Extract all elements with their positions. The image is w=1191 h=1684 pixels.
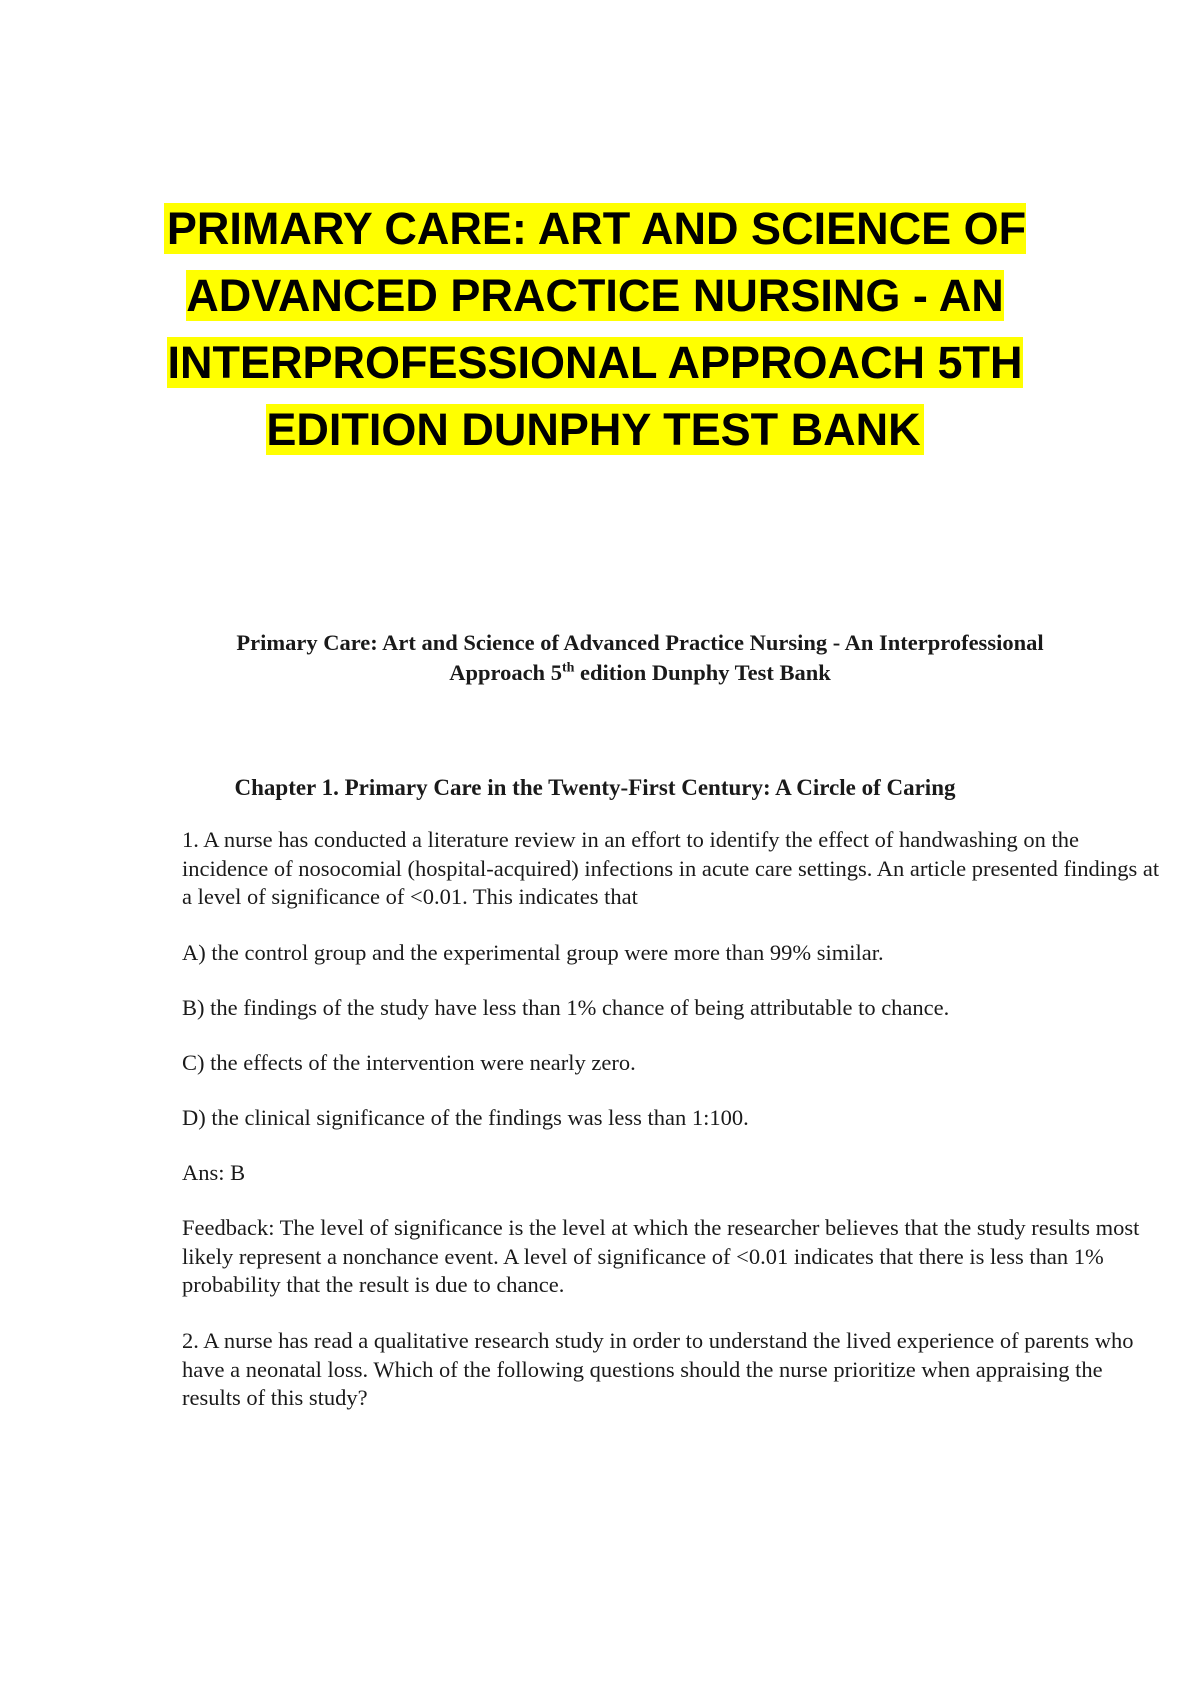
subtitle-line-2-start: Approach 5 [449,660,562,685]
document-title [150,195,1040,463]
question-1-answer: Ans: B [182,1160,246,1185]
subtitle-superscript: th [561,660,575,676]
question-1-stem: 1. A nurse has conducted a literature review in an effort to identify the effect of handwashing on the incidence of nosocomial (hospital-acquired) infections in acute care settings. An article presented findings at a level of significance of <0.01. This indicates that [182,827,1160,909]
question-1-option-b: B) the findings of the study have less than 1% chance of being attributable to chance. [182,995,950,1020]
chapter-heading: Chapter 1. Primary Care in the Twenty-First Century: A Circle of Caring [234,775,956,800]
subtitle-line-1: Primary Care: Art and Science of Advanced Practice Nursing - An Interprofessional [236,630,1044,655]
subtitle-line-2-end: edition Dunphy Test Bank [574,660,831,685]
question-1-option-c: C) the effects of the intervention were nearly zero. [182,1050,636,1075]
highlighted-title-text: PRIMARY CARE: ART AND SCIENCE OF ADVANCED PRACTICE NURSING - AN INTERPROFESSIONAL APPROACH 5TH EDITION DUNPHY TEST BANK [164,203,1026,455]
question-1-feedback: Feedback: The level of significance is the level at which the researcher believes that the study results most likely represent a nonchance event. A level of significance of <0.01 indicates that there is less than 1% probability that the result is due to chance. [182,1215,1140,1297]
question-2-stem: 2. A nurse has read a qualitative research study in order to understand the lived experience of parents who have a neonatal loss. Which of the following questions should the nurse prioritize when appraising the results of this study? [182,1328,1134,1410]
document-subtitle [200,628,1080,688]
question-1-option-d: D) the clinical significance of the findings was less than 1:100. [182,1105,749,1130]
question-1-option-a: A) the control group and the experimental group were more than 99% similar. [182,940,884,965]
